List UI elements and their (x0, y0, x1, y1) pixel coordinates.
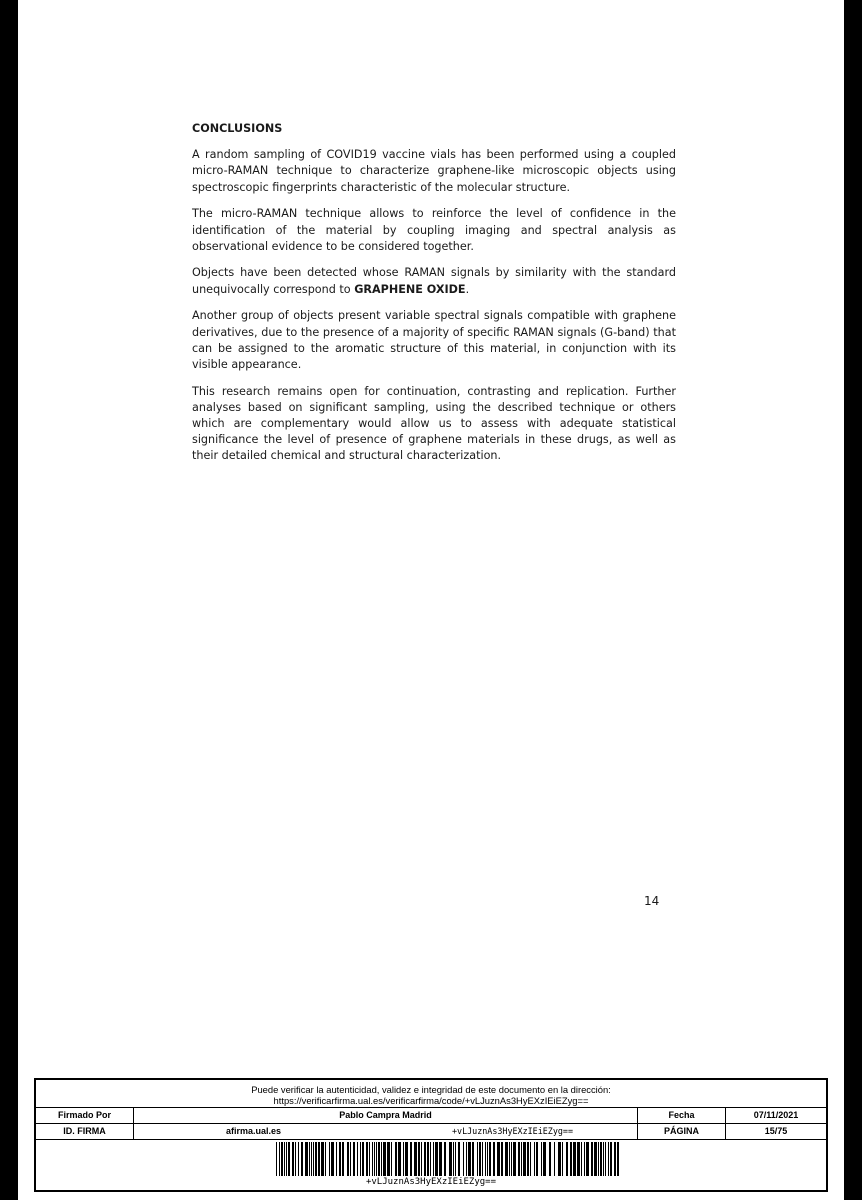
barcode-bar (403, 1142, 404, 1176)
barcode-bar (421, 1142, 422, 1176)
barcode-bar (309, 1142, 310, 1176)
barcode-bar (594, 1142, 597, 1176)
barcode-bar (455, 1142, 456, 1176)
section-heading: CONCLUSIONS (192, 122, 283, 135)
barcode-bar (414, 1142, 417, 1176)
barcode-bar (554, 1142, 555, 1176)
barcode-bar (435, 1142, 438, 1176)
signer-row (36, 1107, 826, 1123)
barcode-bar (360, 1142, 361, 1176)
barcode-bar (362, 1142, 364, 1176)
barcode-bar (468, 1142, 471, 1176)
verify-notice (36, 1084, 826, 1106)
barcode-bar (305, 1142, 308, 1176)
barcode-bar (381, 1142, 382, 1176)
barcode-bar (281, 1142, 283, 1176)
document-body (192, 121, 676, 475)
barcode-bar (387, 1142, 390, 1176)
barcode-bar (479, 1142, 481, 1176)
barcode-bar (449, 1142, 452, 1176)
barcode-bar (298, 1142, 299, 1176)
barcode-bar (376, 1142, 377, 1176)
barcode-bar (485, 1142, 486, 1176)
barcode-bar (292, 1142, 294, 1176)
barcode-bar (482, 1142, 483, 1176)
barcode-bar (372, 1142, 373, 1176)
paragraph-2: The micro-RAMAN technique allows to reinforce the level of confidence in the identification of the material by coupling imaging and spectral analysis as observational evidence to be considered together. (192, 207, 676, 253)
verify-url[interactable]: https://verificarfirma.ual.es/verificarfirma/code/+vLJuznAs3HyEXzIEiEZyg== (273, 1095, 589, 1106)
date-value: 07/11/2021 (753, 1110, 799, 1120)
barcode-bar (325, 1142, 326, 1176)
id-label: ID. FIRMA (36, 1124, 134, 1139)
barcode-bar (608, 1142, 609, 1176)
barcode-bar (501, 1142, 503, 1176)
verify-line-1: Puede verificar la autenticidad, validez e integridad de este documento en la dirección: (251, 1084, 611, 1095)
barcode-bar (342, 1142, 344, 1176)
barcode-bar (276, 1142, 277, 1176)
barcode-bar (374, 1142, 375, 1176)
barcode-bar (493, 1142, 495, 1176)
barcode-bar (549, 1142, 551, 1176)
barcode-bar (513, 1142, 516, 1176)
barcode-bar (405, 1142, 408, 1176)
barcode-bar (610, 1142, 612, 1176)
page-label: PÁGINA (638, 1124, 726, 1139)
barcode-bar (315, 1142, 317, 1176)
barcode-text: +vLJuznAs3HyEXzIEiEZyg== (365, 1177, 497, 1187)
paragraph-5: This research remains open for continuation, contrasting and replication. Further analyses based on significant sampling, using the described technique or others which are complementary would allow us to assess with adequate statistical significance the level of presence of graphene materials in these drugs, as well as their detailed chemical and structural characterization. (192, 384, 676, 463)
barcode-bar (536, 1142, 538, 1176)
barcode-bar (598, 1142, 599, 1176)
barcode-bar (424, 1142, 426, 1176)
barcode-bar (584, 1142, 585, 1176)
barcode-bar (286, 1142, 287, 1176)
barcode-bar (509, 1142, 510, 1176)
id-row (36, 1123, 826, 1140)
barcode-bar (541, 1142, 542, 1176)
barcode-bar (453, 1142, 454, 1176)
barcode-bar (427, 1142, 429, 1176)
document-page (18, 0, 844, 1200)
paragraph-3 (192, 265, 676, 297)
barcode-bar (430, 1142, 431, 1176)
barcode-bar (614, 1142, 616, 1176)
barcode-bar (336, 1142, 337, 1176)
barcode-bar (534, 1142, 535, 1176)
barcode-bar (573, 1142, 576, 1176)
barcode-bar (339, 1142, 341, 1176)
barcode-bar (301, 1142, 303, 1176)
barcode-bar (366, 1142, 368, 1176)
barcode-bar (295, 1142, 296, 1176)
date-label: Fecha (638, 1108, 726, 1123)
barcode-bar (418, 1142, 420, 1176)
signed-by-label: Firmado Por (36, 1108, 134, 1123)
barcode-bar (288, 1142, 290, 1176)
barcode-bar (439, 1142, 442, 1176)
barcode-bar (497, 1142, 500, 1176)
barcode-bar (410, 1142, 412, 1176)
barcode-bar (395, 1142, 397, 1176)
barcode-bar (527, 1142, 529, 1176)
barcode-bar (603, 1142, 604, 1176)
barcode-bar (586, 1142, 589, 1176)
paragraph-3-text: Objects have been detected whose RAMAN signals by similarity with the standard unequivocally correspond to (192, 266, 676, 296)
barcode-bar (378, 1142, 380, 1176)
barcode-bar (331, 1142, 334, 1176)
id-code: +vLJuznAs3HyEXzIEiEZyg== (452, 1126, 574, 1136)
barcode-bar (466, 1142, 467, 1176)
signature-footer (34, 1078, 828, 1192)
barcode-bar (581, 1142, 582, 1176)
barcode-bar (523, 1142, 526, 1176)
barcode-bar (600, 1142, 602, 1176)
barcode-bar (530, 1142, 531, 1176)
barcode-bar (489, 1142, 491, 1176)
id-host: afirma.ual.es (226, 1126, 282, 1136)
barcode-bar (511, 1142, 512, 1176)
barcode-bar (543, 1142, 546, 1176)
barcode-bar (350, 1142, 351, 1176)
bold-term: GRAPHENE OXIDE (354, 282, 466, 296)
barcode-bar (284, 1142, 285, 1176)
barcode-bar (383, 1142, 386, 1176)
barcode-bar (279, 1142, 280, 1176)
barcode-bar (562, 1142, 563, 1176)
id-cell (134, 1124, 638, 1139)
barcode-bar (458, 1142, 460, 1176)
barcode-bar (353, 1142, 355, 1176)
barcode-bar (369, 1142, 370, 1176)
barcode-bar (472, 1142, 474, 1176)
barcode-bar (605, 1142, 606, 1176)
page-value: 15/75 (764, 1126, 788, 1136)
barcode-bar (444, 1142, 446, 1176)
barcode-bar (318, 1142, 320, 1176)
barcode-bar (433, 1142, 434, 1176)
barcode-bar (566, 1142, 568, 1176)
barcode-bar (321, 1142, 324, 1176)
barcode-bar (391, 1142, 392, 1176)
page-number: 14 (644, 894, 660, 908)
barcode-bar (591, 1142, 593, 1176)
barcode-bar (463, 1142, 464, 1176)
barcode-bar (505, 1142, 508, 1176)
barcode-image (276, 1142, 622, 1176)
barcode-bar (518, 1142, 520, 1176)
barcode-bar (313, 1142, 314, 1176)
barcode-bar (521, 1142, 522, 1176)
paragraph-4: Another group of objects present variable spectral signals compatible with graphene derivatives, due to the presence of a majority of specific RAMAN signals (G-band) that can be assigned to the aromatic structure of this material, in conjunction with its visible appearance. (192, 309, 676, 371)
barcode-bar (487, 1142, 488, 1176)
paragraph-1: A random sampling of COVID19 vaccine vials has been performed using a coupled micro-RAMAN technique to characterize graphene-like microscopic objects using spectroscopic fingerprints characteristic of the molecular structure. (192, 148, 676, 194)
barcode-bar (617, 1142, 619, 1176)
signer-name: Pablo Campra Madrid (134, 1108, 638, 1123)
barcode-bar (347, 1142, 349, 1176)
barcode-bar (398, 1142, 401, 1176)
barcode-bar (477, 1142, 478, 1176)
barcode-bar (311, 1142, 312, 1176)
barcode-bar (558, 1142, 561, 1176)
barcode-bar (357, 1142, 358, 1176)
barcode-bar (570, 1142, 572, 1176)
bold-term-suffix: . (465, 282, 470, 296)
barcode-bar (329, 1142, 330, 1176)
barcode-bar (577, 1142, 580, 1176)
